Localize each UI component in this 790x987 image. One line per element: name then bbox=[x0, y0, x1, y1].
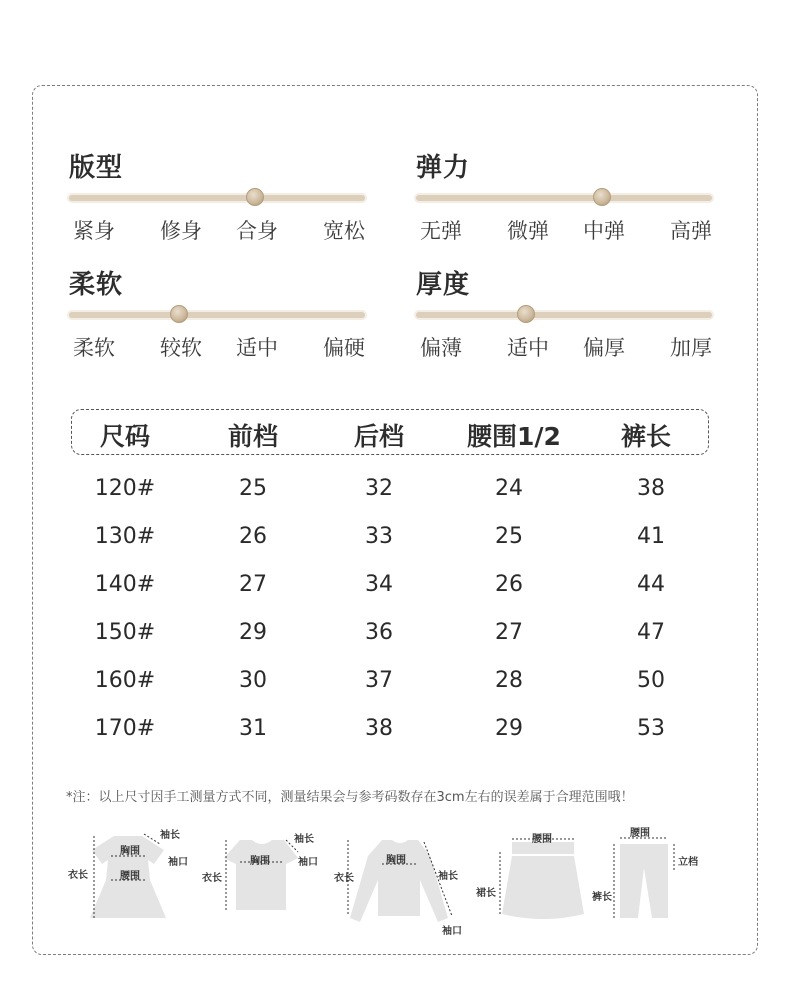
label-cuff: 袖口 bbox=[168, 857, 188, 868]
measurement-note: *注：以上尺寸因手工测量方式不同，测量结果会与参考码数存在3cm左右的误差属于合理范围哦！ bbox=[66, 790, 634, 805]
header-front-rise: 前档 bbox=[227, 422, 278, 451]
table-row bbox=[0, 620, 790, 668]
cell-pants-length: 41 bbox=[637, 524, 665, 549]
cell-back-rise: 33 bbox=[365, 524, 393, 549]
table-row bbox=[0, 668, 790, 716]
option-label: 宽松 bbox=[323, 219, 365, 243]
label-waist: 腰围 bbox=[630, 828, 650, 839]
attribute-title: 版型 bbox=[69, 153, 124, 183]
cell-pants-length: 50 bbox=[637, 668, 665, 693]
attribute-elasticity bbox=[416, 147, 716, 257]
attribute-title: 柔软 bbox=[69, 270, 124, 300]
attribute-indicator bbox=[517, 305, 535, 323]
cell-size: 140# bbox=[94, 572, 156, 597]
cell-front-rise: 31 bbox=[239, 716, 267, 741]
skirt-diagram bbox=[474, 828, 594, 928]
option-label: 适中 bbox=[507, 336, 549, 360]
label-length: 衣长 bbox=[202, 873, 222, 884]
label-length: 裙长 bbox=[476, 888, 496, 899]
attribute-fit bbox=[69, 147, 369, 257]
label-chest: 胸围 bbox=[250, 856, 270, 867]
header-size: 尺码 bbox=[99, 422, 150, 451]
header-back-rise: 后档 bbox=[353, 422, 404, 451]
dress-diagram bbox=[62, 822, 202, 927]
sweater-icon bbox=[330, 834, 470, 934]
cell-back-rise: 38 bbox=[365, 716, 393, 741]
label-rise: 立档 bbox=[678, 857, 698, 868]
table-row bbox=[0, 716, 790, 764]
cell-size: 150# bbox=[94, 620, 156, 645]
table-row bbox=[0, 476, 790, 524]
attribute-indicator bbox=[246, 188, 264, 206]
cell-pants-length: 38 bbox=[637, 476, 665, 501]
cell-back-rise: 32 bbox=[365, 476, 393, 501]
label-length: 衣长 bbox=[334, 873, 354, 884]
attribute-track bbox=[69, 312, 365, 318]
option-label: 合身 bbox=[236, 219, 278, 243]
option-label: 适中 bbox=[236, 336, 278, 360]
option-label: 修身 bbox=[160, 219, 202, 243]
cell-size: 120# bbox=[94, 476, 156, 501]
label-length: 裤长 bbox=[592, 892, 612, 903]
cell-pants-length: 44 bbox=[637, 572, 665, 597]
label-chest: 胸围 bbox=[386, 855, 406, 866]
cell-back-rise: 36 bbox=[365, 620, 393, 645]
attribute-track bbox=[69, 195, 365, 201]
option-label: 偏薄 bbox=[420, 336, 462, 360]
attribute-title: 厚度 bbox=[416, 270, 471, 300]
attribute-indicator bbox=[593, 188, 611, 206]
sweater-diagram bbox=[330, 834, 470, 937]
cell-half-waist: 27 bbox=[495, 620, 523, 645]
label-cuff: 袖口 bbox=[298, 857, 318, 868]
cell-half-waist: 24 bbox=[495, 476, 523, 501]
attribute-thickness bbox=[416, 264, 716, 374]
label-cuff: 袖口 bbox=[442, 926, 462, 937]
tshirt-diagram bbox=[200, 826, 330, 916]
attribute-indicator bbox=[170, 305, 188, 323]
header-half-waist: 腰围1/2 bbox=[467, 422, 561, 451]
cell-half-waist: 26 bbox=[495, 572, 523, 597]
option-label: 偏硬 bbox=[323, 336, 365, 360]
label-waist: 腰围 bbox=[120, 871, 140, 882]
option-label: 加厚 bbox=[670, 336, 712, 360]
cell-front-rise: 30 bbox=[239, 668, 267, 693]
option-label: 高弹 bbox=[670, 219, 712, 243]
label-length: 衣长 bbox=[68, 870, 88, 881]
option-label: 无弹 bbox=[420, 219, 462, 243]
cell-size: 130# bbox=[94, 524, 156, 549]
header-pants-length: 裤长 bbox=[620, 422, 671, 451]
cell-half-waist: 25 bbox=[495, 524, 523, 549]
attribute-title: 弹力 bbox=[416, 153, 471, 183]
cell-half-waist: 28 bbox=[495, 668, 523, 693]
option-label: 紧身 bbox=[73, 219, 115, 243]
cell-pants-length: 53 bbox=[637, 716, 665, 741]
cell-size: 170# bbox=[94, 716, 156, 741]
cell-back-rise: 34 bbox=[365, 572, 393, 597]
attribute-track bbox=[416, 312, 712, 318]
table-row bbox=[0, 572, 790, 620]
option-label: 中弹 bbox=[583, 219, 625, 243]
option-label: 偏厚 bbox=[583, 336, 625, 360]
pants-icon bbox=[590, 822, 710, 927]
cell-size: 160# bbox=[94, 668, 156, 693]
cell-front-rise: 29 bbox=[239, 620, 267, 645]
cell-front-rise: 25 bbox=[239, 476, 267, 501]
pants-diagram bbox=[590, 822, 710, 927]
cell-pants-length: 47 bbox=[637, 620, 665, 645]
cell-back-rise: 37 bbox=[365, 668, 393, 693]
label-waist: 腰围 bbox=[532, 834, 552, 845]
option-label: 柔软 bbox=[73, 336, 115, 360]
label-sleeve-length: 袖长 bbox=[160, 830, 180, 841]
attribute-softness bbox=[69, 264, 369, 374]
cell-front-rise: 26 bbox=[239, 524, 267, 549]
table-row bbox=[0, 524, 790, 572]
label-sleeve-length: 袖长 bbox=[294, 834, 314, 845]
label-chest: 胸围 bbox=[120, 846, 140, 857]
cell-front-rise: 27 bbox=[239, 572, 267, 597]
attribute-track bbox=[416, 195, 712, 201]
cell-half-waist: 29 bbox=[495, 716, 523, 741]
table-header-row bbox=[0, 409, 790, 457]
option-label: 微弹 bbox=[507, 219, 549, 243]
option-label: 较软 bbox=[160, 336, 202, 360]
label-sleeve-length: 袖长 bbox=[438, 871, 458, 882]
